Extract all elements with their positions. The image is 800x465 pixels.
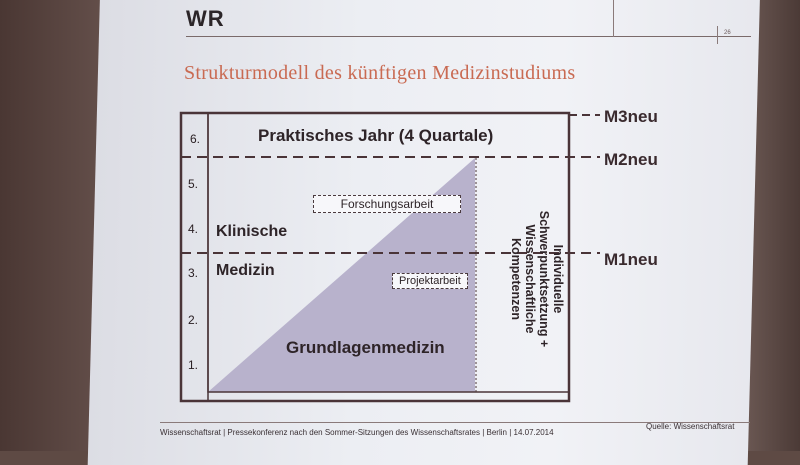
year-4: 4.: [188, 222, 199, 236]
vertical-line-1: Individuelle: [551, 244, 565, 314]
wr-logo: WR: [186, 6, 225, 31]
year-1: 1.: [188, 358, 199, 372]
milestone-m2: M2neu: [604, 150, 658, 169]
medizin-label: Medizin: [216, 262, 275, 279]
forschungsarbeit-box: Forschungsarbeit: [313, 195, 461, 213]
year-5: 5.: [188, 177, 199, 191]
year-6: 6.: [190, 132, 201, 146]
projektarbeit-box: Projektarbeit: [392, 273, 468, 289]
year-3: 3.: [188, 266, 199, 280]
vertical-text-column: [509, 164, 565, 394]
vertical-line-4: Kompetenzen: [509, 238, 523, 320]
slide-title: Strukturmodell des künftigen Medizinstudiums: [184, 62, 576, 84]
vertical-line-2: Schwerpunktsetzung +: [537, 210, 551, 348]
milestone-m3: M3neu: [604, 107, 658, 126]
klinische-label: Klinische: [216, 223, 288, 240]
source-label: Quelle: Wissenschaftsrat: [646, 422, 735, 431]
year-2: 2.: [188, 313, 199, 327]
praktisches-jahr-label: Praktisches Jahr (4 Quartale): [258, 126, 494, 145]
grundlagenmedizin-label: Grundlagenmedizin: [286, 338, 445, 357]
footer-text: Wissenschaftsrat | Pressekonferenz nach den Sommer-Sitzungen des Wissenschaftsrates | Berlin | 14.07.2014: [160, 428, 554, 437]
vertical-line-3: Wissenschaftliche: [523, 224, 537, 334]
milestone-m1: M1neu: [604, 250, 658, 269]
page-number: 26: [724, 30, 731, 36]
